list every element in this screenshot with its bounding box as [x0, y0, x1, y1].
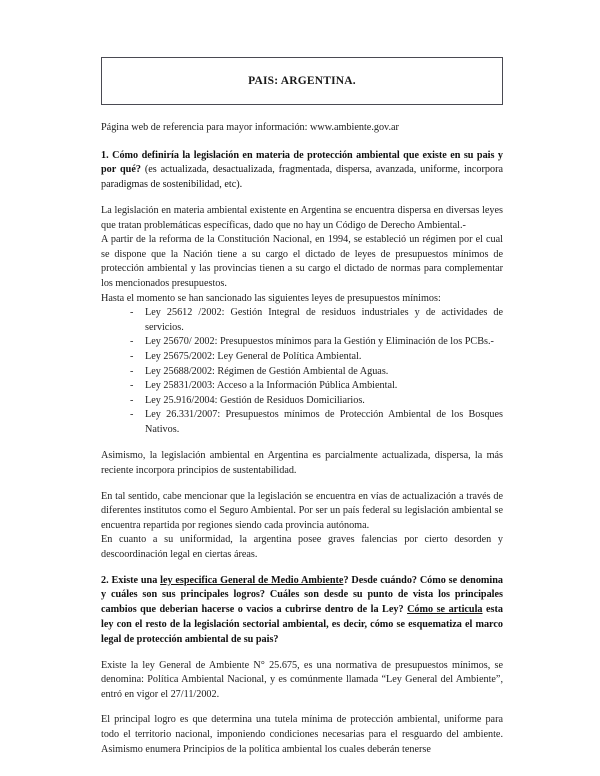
list-item: - Ley 25831/2003: Acceso a la Información Pública Ambiental. — [130, 379, 503, 394]
title-box — [101, 57, 503, 105]
page-title: PAIS: ARGENTINA. — [248, 75, 356, 87]
reference-line: Página web de referencia para mayor información: www.ambiente.gov.ar — [101, 122, 399, 133]
question-2-segment-3: ? Desde cuándo? Cómo se denomina y cuáles son sus principales logros? Cuáles son desde su punto de vista los principales cambios que deberian hacerse o vacios a cubrirse dentro de la Ley? — [101, 574, 504, 616]
question-2-number: 2. — [101, 574, 109, 586]
question-1-bold: Cómo definiría la legislación en materia de protección ambiental que existe en su pais y por qué? — [101, 149, 504, 176]
law-list — [101, 306, 503, 437]
list-item: - Ley 25688/2002: Régimen de Gestión Ambiental de Aguas. — [130, 365, 503, 380]
paragraph-principal-logro: El principal logro es que determina una tutela mínima de protección ambiental, uniforme para todo el territorio nacional, imponiendo condiciones necesarias para el resguardo del ambiente. Asimismo enumera Principios de la política ambiental los cuales deberán tenerse — [101, 714, 503, 755]
question-1-number: 1. — [101, 149, 109, 161]
question-2-underlined-2: Cómo se articula — [407, 604, 483, 616]
paragraph-seguro-ambiental: En tal sentido, cabe mencionar que la legislación se encuentra en vías de actualización a través de diferentes institutos como el Seguro Ambiental. Por ser un país federal su legislación ambiental se encuentra repartida por regiones siendo cada provincia autónoma. — [101, 490, 503, 531]
list-item: - Ley 25670/ 2002: Presupuestos mínimos para la Gestión y Eliminación de los PCBs.- — [130, 335, 503, 350]
question-1-normal: (es actualizada, desactualizada, fragmentada, dispersa, avanzada, uniforme, incorpora paradigmas de sostenibilidad, etc). — [101, 164, 503, 191]
paragraph-ley-general-ambiente: Existe la ley General de Ambiente N° 25.675, es una normativa de presupuestos mínimos, se denomina: Política Ambiental Nacional, y es comúnmente llamada “Ley General del Ambiente”, entró en vigor el 27/11/2002. — [101, 659, 503, 700]
list-item: - Ley 25675/2002: Ley General de Política Ambiental. — [130, 350, 503, 365]
paragraph-reforma-constitucional: A partir de la reforma de la Constitución Nacional, en 1994, se estableció un régimen por el cual se dispone que la Nación tiene a su cargo el dictado de leyes de presupuestos mínimos de protección ambiental y las provincias tienen a su cargo el dictado de normas para complementar los mencionados presupuestos. — [101, 234, 503, 289]
question-1-heading — [101, 149, 503, 193]
question-2-segment-5: esta ley con el resto de la legislación sectorial ambiental, es decir, cómo se esquematiza el marco legal de protección ambiental de su pais? — [101, 604, 503, 645]
question-2-segment-1: Existe una — [111, 574, 161, 586]
paragraph-legislacion-dispersa: La legislación en materia ambiental existente en Argentina se encuentra dispersa en diversas leyes que tratan problemáticas específicas, dado que no hay un Código de Derecho Ambiental.- — [101, 204, 503, 231]
paragraph-actualizacion-parcial: Asimismo, la legislación ambiental en Argentina es parcialmente actualizada, dispersa, la más reciente incorpora principios de sustentabilidad. — [101, 450, 503, 477]
list-item: - Ley 26.331/2007: Presupuestos mínimos de Protección Ambiental de los Bosques Nativos. — [130, 408, 503, 437]
list-item: - Ley 25612 /2002: Gestión Integral de residuos industriales y de actividades de servicios. — [130, 306, 503, 335]
paragraph-leyes-sancionadas-intro: Hasta el momento se han sancionado las siguientes leyes de presupuestos mínimos: — [101, 292, 441, 304]
document-content — [101, 57, 503, 768]
question-2-heading — [101, 574, 503, 648]
list-item: - Ley 25.916/2004: Gestión de Residuos Domiciliarios. — [130, 394, 503, 409]
question-2-underlined-1: ley especifica General de Medio Ambiente — [160, 574, 344, 586]
paragraph-uniformidad: En cuanto a su uniformidad, la argentina posee graves falencias por cierto desorden y descoordinación legal en ciertas áreas. — [101, 534, 503, 561]
